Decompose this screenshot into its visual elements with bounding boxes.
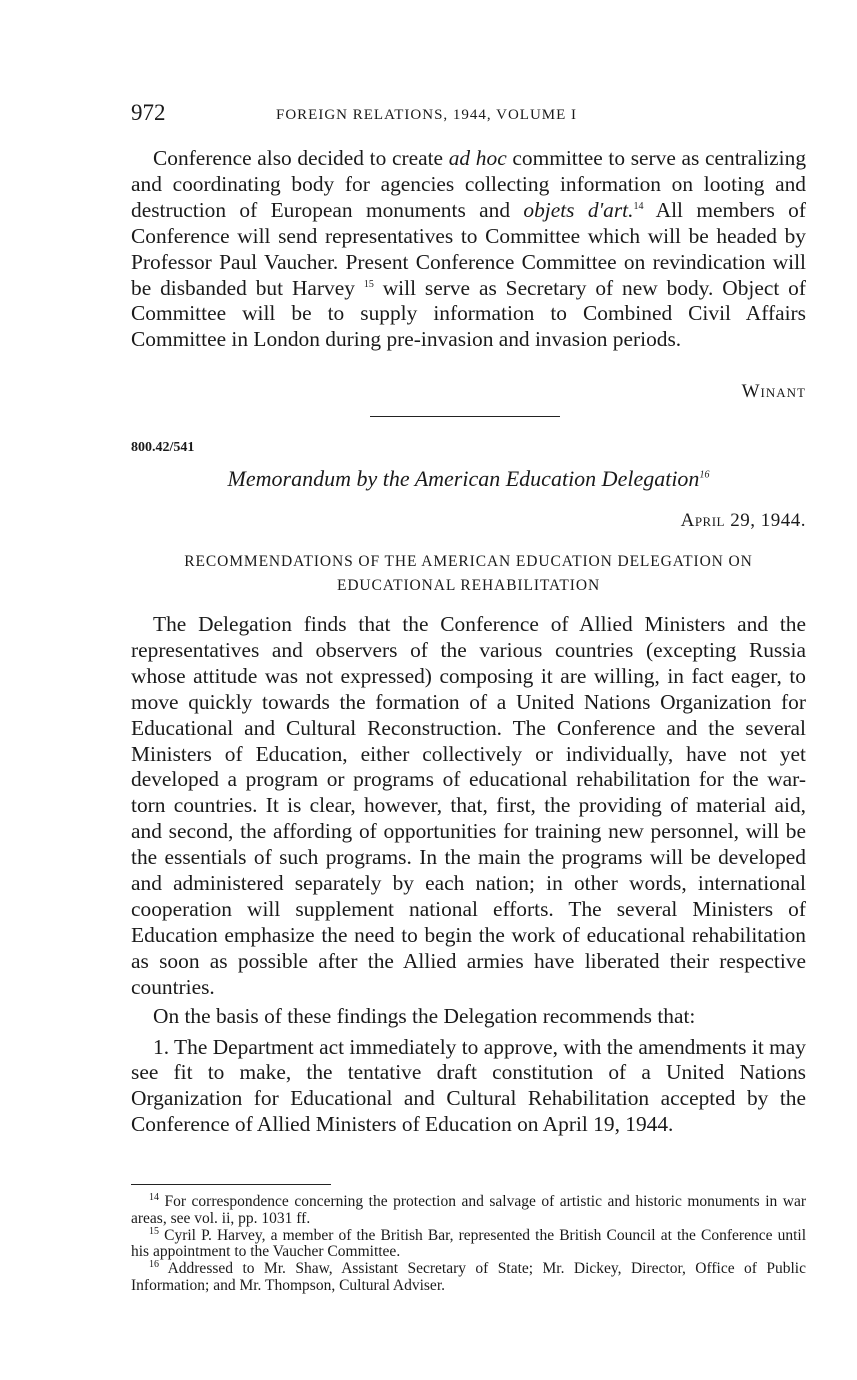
running-title: FOREIGN RELATIONS, 1944, VOLUME I <box>276 107 578 123</box>
body-paragraph: On the basis of these findings the Delegation recommends that: <box>153 1003 696 1028</box>
footnote-ref: 15 <box>363 278 374 290</box>
italic-phrase: ad hoc <box>448 146 507 170</box>
page-number: 972 <box>131 100 166 125</box>
memo-date: April 29, 1944. <box>680 510 806 531</box>
heading-line: RECOMMENDATIONS OF THE AMERICAN EDUCATION DELEGATION ON <box>184 553 753 570</box>
body-paragraph: Conference also decided to create ad hoc committee to serve as centralizing and coordinating body for agencies collecting information on looting and destruction of European monuments and objets d'art.$^{14}$ All members of Conference will send representatives to Committee which will be headed by Professor Paul Vaucher. Present Conference Committee on revindication will be disbanded but Harvey $^{15}$ will serve as Secretary of new body. Object of Committee will be to supply information to Combined Civil Affairs Committee in London during pre-invasion and invasion periods. <box>131 146 807 352</box>
previous-document-text <box>131 146 806 353</box>
footnotes <box>131 1191 807 1295</box>
memo-title: Memorandum by the American Education Delegation$^{16}$ <box>227 466 710 491</box>
footnote: $^{16}$ Addressed to Mr. Shaw, Assistant Secretary of State; Mr. Dickey, Director, Office of Public Information; and Mr. Thompson, Cultural Adviser. <box>131 1259 806 1294</box>
memo-body <box>131 612 806 1138</box>
file-number: 800.42/541 <box>131 440 195 455</box>
section-divider <box>370 416 560 417</box>
footnote-ref: 16 <box>699 469 710 481</box>
footnote: $^{15}$ Cyril P. Harvey, a member of the British Bar, represented the British Council at the Conference until his appointment to the Vaucher Committee. <box>131 1225 807 1261</box>
footnote-rule <box>131 1184 331 1185</box>
footnote: $^{14}$ For correspondence concerning the protection and salvage of artistic and historic monuments in war areas, see vol. ii, pp. 1031 ff. <box>131 1191 806 1227</box>
signature: Winant <box>741 381 806 402</box>
footnote-ref: 14 <box>633 200 644 212</box>
recommendation-item: 1. The Department act immediately to approve, with the amendments it may see fit to make, the tentative draft constitution of a United Nations Organization for Educational and Cultural Rehabilitation accepted by the Conference of Allied Ministers of Education on April 19, 1944. <box>131 1034 806 1137</box>
heading-line: EDUCATIONAL REHABILITATION <box>336 577 601 594</box>
memo-heading <box>131 550 806 598</box>
body-paragraph: The Delegation finds that the Conference of Allied Ministers and the representatives and observers of the various countries (excepting Russia whose attitude was not expressed) composing it are willing, in fact eager, to move quickly towards the formation of a United Nations Organization for Educational and Cultural Reconstruction. The Conference and the several Ministers of Education, either collectively or individually, have not yet developed a program or programs of educational rehabilitation for the war-torn countries. It is clear, however, that, first, the providing of material aid, and second, the affording of opportunities for training new personnel, will be the essentials of such programs. In the main the programs will be developed and administered separately by each nation; in other words, international cooperation will supplement national efforts. The several Ministers of Education emphasize the need to begin the work of educational rehabilitation as soon as possible after the Allied armies have liberated their respective countries. <box>131 612 806 999</box>
italic-phrase: objets d'art. <box>523 197 634 222</box>
